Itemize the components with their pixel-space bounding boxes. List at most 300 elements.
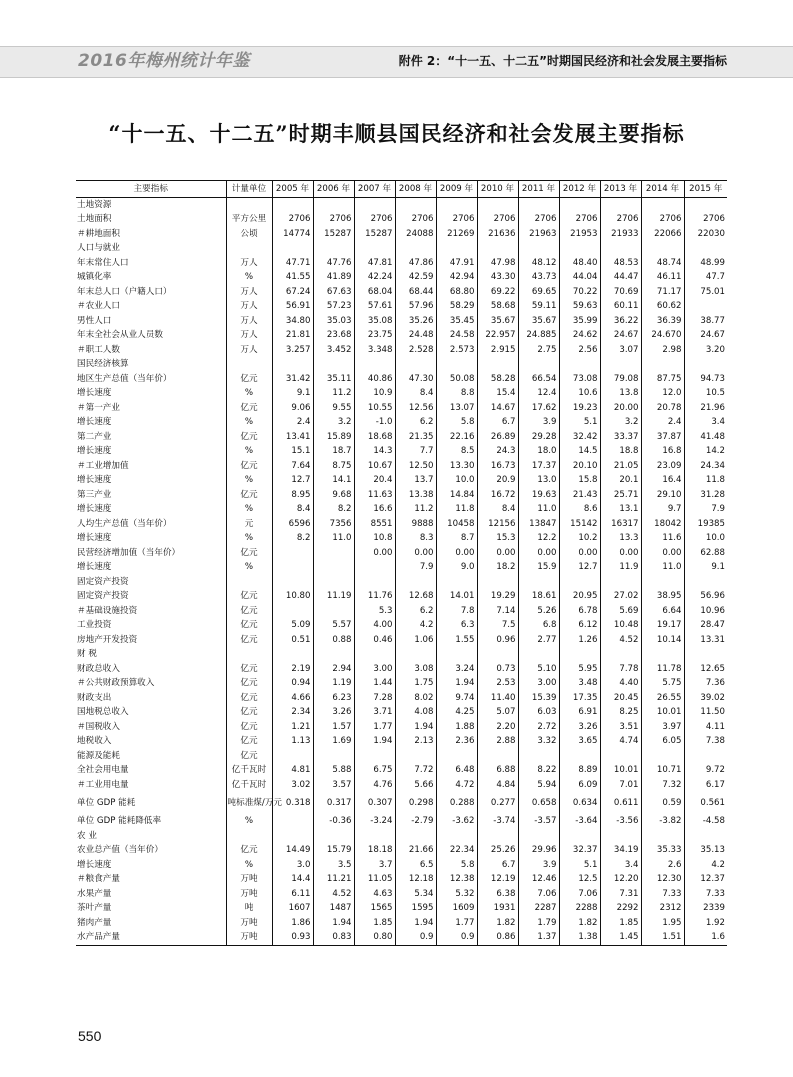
- value-cell: 6.7: [477, 858, 518, 873]
- value-cell: 4.52: [600, 633, 641, 648]
- value-cell: [518, 242, 559, 257]
- value-cell: [518, 749, 559, 764]
- table-row: [76, 931, 727, 946]
- value-cell: 10.2: [559, 532, 600, 547]
- value-cell: [354, 648, 395, 663]
- value-cell: 1.86: [272, 916, 313, 931]
- value-cell: 35.45: [436, 314, 477, 329]
- value-cell: 48.40: [559, 256, 600, 271]
- value-cell: 1.38: [559, 931, 600, 946]
- value-cell: [354, 561, 395, 576]
- value-cell: 47.86: [395, 256, 436, 271]
- value-cell: [559, 242, 600, 257]
- value-cell: 21933: [600, 227, 641, 242]
- value-cell: 21963: [518, 227, 559, 242]
- value-cell: 12.7: [559, 561, 600, 576]
- value-cell: 10.0: [684, 532, 727, 547]
- value-cell: 4.74: [600, 735, 641, 750]
- value-cell: 6596: [272, 517, 313, 532]
- value-cell: 1.57: [313, 720, 354, 735]
- table-row: [76, 416, 727, 431]
- value-cell: 3.32: [518, 735, 559, 750]
- unit-cell: 亿元: [226, 430, 272, 445]
- column-header-year: 2006 年: [313, 181, 354, 198]
- value-cell: 3.2: [600, 416, 641, 431]
- section-label: 财 税: [77, 649, 97, 660]
- value-cell: [272, 648, 313, 663]
- value-cell: 9888: [395, 517, 436, 532]
- value-cell: 3.26: [559, 720, 600, 735]
- unit-cell: [226, 575, 272, 590]
- value-cell: 2.915: [477, 343, 518, 358]
- table-row: [76, 633, 727, 648]
- value-cell: 18.7: [313, 445, 354, 460]
- unit-cell: 平方公里: [226, 213, 272, 228]
- value-cell: 2706: [436, 213, 477, 228]
- value-cell: 56.96: [684, 590, 727, 605]
- value-cell: 14.2: [684, 445, 727, 460]
- value-cell: 21.35: [395, 430, 436, 445]
- value-cell: 12.30: [641, 873, 684, 888]
- value-cell: -3.74: [477, 815, 518, 830]
- value-cell: 15.8: [559, 474, 600, 489]
- value-cell: [436, 198, 477, 213]
- value-cell: 6.23: [313, 691, 354, 706]
- column-header-year: 2009 年: [436, 181, 477, 198]
- section-label: 人口与就业: [77, 243, 120, 254]
- value-cell: 0.73: [477, 662, 518, 677]
- value-cell: 2.573: [436, 343, 477, 358]
- value-cell: 5.8: [436, 858, 477, 873]
- value-cell: 4.66: [272, 691, 313, 706]
- value-cell: 5.26: [518, 604, 559, 619]
- value-cell: 12.20: [600, 873, 641, 888]
- value-cell: 1.13: [272, 735, 313, 750]
- value-cell: -4.58: [684, 815, 727, 830]
- value-cell: 0.59: [641, 793, 684, 815]
- value-cell: -2.79: [395, 815, 436, 830]
- value-cell: 2.94: [313, 662, 354, 677]
- value-cell: [477, 749, 518, 764]
- value-cell: 58.29: [436, 300, 477, 315]
- unit-cell: %: [226, 532, 272, 547]
- section-label: 土地资源: [77, 199, 112, 210]
- value-cell: 9.7: [641, 503, 684, 518]
- value-cell: 0.634: [559, 793, 600, 815]
- value-cell: 3.51: [600, 720, 641, 735]
- value-cell: 11.0: [641, 561, 684, 576]
- value-cell: 18.61: [518, 590, 559, 605]
- value-cell: 9.0: [436, 561, 477, 576]
- unit-cell: 亿元: [226, 619, 272, 634]
- value-cell: 5.94: [518, 778, 559, 793]
- value-cell: [684, 198, 727, 213]
- value-cell: [272, 604, 313, 619]
- value-cell: 6.5: [395, 858, 436, 873]
- value-cell: 8.2: [313, 503, 354, 518]
- value-cell: 60.11: [600, 300, 641, 315]
- value-cell: 2706: [313, 213, 354, 228]
- value-cell: 10.67: [354, 459, 395, 474]
- value-cell: 3.348: [354, 343, 395, 358]
- value-cell: -3.57: [518, 815, 559, 830]
- unit-cell: 万吨: [226, 873, 272, 888]
- value-cell: [313, 198, 354, 213]
- value-cell: 24.58: [436, 329, 477, 344]
- value-cell: 1.94: [354, 735, 395, 750]
- value-cell: 8.3: [395, 532, 436, 547]
- value-cell: 5.66: [395, 778, 436, 793]
- value-cell: 8.5: [436, 445, 477, 460]
- value-cell: [313, 648, 354, 663]
- value-cell: 9.72: [684, 764, 727, 779]
- value-cell: 14.3: [354, 445, 395, 460]
- value-cell: 11.2: [313, 387, 354, 402]
- value-cell: 2.75: [518, 343, 559, 358]
- value-cell: 22.957: [477, 329, 518, 344]
- value-cell: 21.05: [600, 459, 641, 474]
- value-cell: 41.89: [313, 271, 354, 286]
- value-cell: 2.4: [641, 416, 684, 431]
- value-cell: [684, 648, 727, 663]
- value-cell: [313, 358, 354, 373]
- value-cell: [272, 358, 313, 373]
- value-cell: [684, 575, 727, 590]
- value-cell: 12.19: [477, 873, 518, 888]
- value-cell: 1.06: [395, 633, 436, 648]
- value-cell: [436, 829, 477, 844]
- table-row: [76, 488, 727, 503]
- indicator-label: ＃国税收入: [77, 721, 120, 732]
- value-cell: 16317: [600, 517, 641, 532]
- indicator-label: 增长速度: [77, 504, 112, 515]
- value-cell: 13.07: [436, 401, 477, 416]
- value-cell: 24.670: [641, 329, 684, 344]
- value-cell: 16.4: [641, 474, 684, 489]
- value-cell: 57.61: [354, 300, 395, 315]
- value-cell: 18.0: [518, 445, 559, 460]
- indicator-label: ＃第一产业: [77, 402, 120, 413]
- value-cell: 6.12: [559, 619, 600, 634]
- value-cell: 24.3: [477, 445, 518, 460]
- value-cell: 35.26: [395, 314, 436, 329]
- table-row: [76, 445, 727, 460]
- value-cell: 2.528: [395, 343, 436, 358]
- value-cell: 87.75: [641, 372, 684, 387]
- value-cell: 15.89: [313, 430, 354, 445]
- value-cell: 13847: [518, 517, 559, 532]
- value-cell: [436, 358, 477, 373]
- value-cell: 8.6: [559, 503, 600, 518]
- value-cell: 6.03: [518, 706, 559, 721]
- indicator-label: 全社会用电量: [77, 765, 129, 776]
- value-cell: 13.38: [395, 488, 436, 503]
- indicator-label: 年末常住人口: [77, 257, 129, 268]
- table-row: [76, 590, 727, 605]
- value-cell: 3.5: [313, 858, 354, 873]
- unit-cell: %: [226, 445, 272, 460]
- value-cell: 6.09: [559, 778, 600, 793]
- value-cell: 0.93: [272, 931, 313, 946]
- value-cell: 5.3: [354, 604, 395, 619]
- indicator-label: ＃耕地面积: [77, 228, 120, 239]
- value-cell: 15.9: [518, 561, 559, 576]
- table-row: [76, 677, 727, 692]
- value-cell: 6.91: [559, 706, 600, 721]
- value-cell: 18.2: [477, 561, 518, 576]
- value-cell: 3.24: [436, 662, 477, 677]
- value-cell: 40.86: [354, 372, 395, 387]
- value-cell: [684, 242, 727, 257]
- unit-cell: 元: [226, 517, 272, 532]
- value-cell: 59.11: [518, 300, 559, 315]
- value-cell: 47.98: [477, 256, 518, 271]
- value-cell: 2.36: [436, 735, 477, 750]
- value-cell: 7.36: [684, 677, 727, 692]
- value-cell: 12.0: [641, 387, 684, 402]
- value-cell: 62.88: [684, 546, 727, 561]
- value-cell: 71.17: [641, 285, 684, 300]
- value-cell: [477, 198, 518, 213]
- value-cell: 17.62: [518, 401, 559, 416]
- unit-cell: 亿元: [226, 749, 272, 764]
- value-cell: 1.75: [395, 677, 436, 692]
- value-cell: 10.14: [641, 633, 684, 648]
- value-cell: 19.17: [641, 619, 684, 634]
- value-cell: 9.1: [272, 387, 313, 402]
- unit-cell: [226, 198, 272, 213]
- value-cell: 6.2: [395, 416, 436, 431]
- value-cell: 7.28: [354, 691, 395, 706]
- indicator-label: 财政总收入: [77, 663, 120, 674]
- value-cell: 15.1: [272, 445, 313, 460]
- value-cell: 3.00: [518, 677, 559, 692]
- value-cell: [477, 242, 518, 257]
- value-cell: 3.57: [313, 778, 354, 793]
- value-cell: 11.8: [684, 474, 727, 489]
- value-cell: 7.31: [600, 887, 641, 902]
- unit-cell: 亿元: [226, 604, 272, 619]
- unit-cell: 亿元: [226, 372, 272, 387]
- value-cell: [436, 648, 477, 663]
- table-row: [76, 300, 727, 315]
- value-cell: 10458: [436, 517, 477, 532]
- value-cell: 10.9: [354, 387, 395, 402]
- unit-cell: %: [226, 474, 272, 489]
- value-cell: [272, 815, 313, 830]
- value-cell: [354, 358, 395, 373]
- value-cell: 32.42: [559, 430, 600, 445]
- value-cell: 14.4: [272, 873, 313, 888]
- unit-cell: %: [226, 561, 272, 576]
- indicator-label: 农业总产值（当年价）: [77, 845, 163, 856]
- section-row: [76, 648, 727, 663]
- unit-cell: 亿元: [226, 735, 272, 750]
- value-cell: [641, 749, 684, 764]
- value-cell: 15.79: [313, 844, 354, 859]
- value-cell: 7.9: [684, 503, 727, 518]
- table-row: [76, 387, 727, 402]
- value-cell: 35.08: [354, 314, 395, 329]
- indicator-label: 地税收入: [77, 736, 112, 747]
- value-cell: 1.19: [313, 677, 354, 692]
- value-cell: 10.5: [684, 387, 727, 402]
- unit-cell: 万人: [226, 343, 272, 358]
- value-cell: 11.40: [477, 691, 518, 706]
- value-cell: 13.31: [684, 633, 727, 648]
- value-cell: 8.8: [436, 387, 477, 402]
- value-cell: 38.77: [684, 314, 727, 329]
- unit-cell: 亿元: [226, 677, 272, 692]
- value-cell: 1.77: [354, 720, 395, 735]
- indicator-label: 固定资产投资: [77, 591, 129, 602]
- unit-cell: 亿元: [226, 706, 272, 721]
- value-cell: 48.53: [600, 256, 641, 271]
- value-cell: 13.41: [272, 430, 313, 445]
- value-cell: [684, 300, 727, 315]
- value-cell: 5.07: [477, 706, 518, 721]
- value-cell: 10.01: [641, 706, 684, 721]
- value-cell: 11.6: [641, 532, 684, 547]
- value-cell: 11.19: [313, 590, 354, 605]
- value-cell: 2706: [684, 213, 727, 228]
- unit-cell: 万吨: [226, 931, 272, 946]
- value-cell: [600, 829, 641, 844]
- value-cell: 6.8: [518, 619, 559, 634]
- table-row: [76, 778, 727, 793]
- value-cell: 16.6: [354, 503, 395, 518]
- value-cell: 9.68: [313, 488, 354, 503]
- value-cell: 20.10: [559, 459, 600, 474]
- value-cell: 11.0: [518, 503, 559, 518]
- value-cell: 2.88: [477, 735, 518, 750]
- value-cell: [272, 546, 313, 561]
- value-cell: 4.40: [600, 677, 641, 692]
- value-cell: 13.1: [600, 503, 641, 518]
- value-cell: 21.96: [684, 401, 727, 416]
- table-row: [76, 474, 727, 489]
- value-cell: 75.01: [684, 285, 727, 300]
- value-cell: 14.84: [436, 488, 477, 503]
- value-cell: 4.52: [313, 887, 354, 902]
- section-label: 国民经济核算: [77, 359, 129, 370]
- value-cell: 8.22: [518, 764, 559, 779]
- value-cell: [600, 358, 641, 373]
- value-cell: 19.63: [518, 488, 559, 503]
- table-row: [76, 844, 727, 859]
- section-row: [76, 829, 727, 844]
- indicator-label: ＃粮食产量: [77, 874, 120, 885]
- value-cell: 10.55: [354, 401, 395, 416]
- value-cell: 11.78: [641, 662, 684, 677]
- table-row: [76, 372, 727, 387]
- value-cell: 43.73: [518, 271, 559, 286]
- value-cell: [272, 575, 313, 590]
- indicator-label: 水产品产量: [76, 931, 226, 946]
- value-cell: 22.16: [436, 430, 477, 445]
- value-cell: 10.71: [641, 764, 684, 779]
- column-header-year: 2007 年: [354, 181, 395, 198]
- value-cell: 4.72: [436, 778, 477, 793]
- table-row: [76, 430, 727, 445]
- unit-cell: 亿元: [226, 488, 272, 503]
- value-cell: 20.00: [600, 401, 641, 416]
- value-cell: 6.11: [272, 887, 313, 902]
- value-cell: 1.85: [600, 916, 641, 931]
- indicator-table: [76, 180, 727, 946]
- value-cell: 11.63: [354, 488, 395, 503]
- value-cell: 24.67: [684, 329, 727, 344]
- value-cell: 13.30: [436, 459, 477, 474]
- value-cell: 4.76: [354, 778, 395, 793]
- value-cell: [272, 829, 313, 844]
- value-cell: 14.49: [272, 844, 313, 859]
- table-row: [76, 873, 727, 888]
- value-cell: [395, 648, 436, 663]
- value-cell: [600, 242, 641, 257]
- value-cell: 22.34: [436, 844, 477, 859]
- value-cell: 68.04: [354, 285, 395, 300]
- table-row: [76, 902, 727, 917]
- indicator-label: 单位 GDP 能耗: [77, 798, 136, 809]
- value-cell: 1.94: [395, 916, 436, 931]
- indicator-label: 水果产量: [77, 888, 112, 899]
- value-cell: [641, 648, 684, 663]
- value-cell: -3.56: [600, 815, 641, 830]
- value-cell: [313, 575, 354, 590]
- value-cell: 2.6: [641, 858, 684, 873]
- header-row: [76, 181, 727, 198]
- value-cell: 1.82: [477, 916, 518, 931]
- value-cell: [354, 198, 395, 213]
- column-header-year: 2008 年: [395, 181, 436, 198]
- value-cell: 5.69: [600, 604, 641, 619]
- value-cell: 0.80: [354, 931, 395, 946]
- value-cell: 0.00: [600, 546, 641, 561]
- indicator-label: ＃公共财政预算收入: [77, 678, 155, 689]
- value-cell: 3.48: [559, 677, 600, 692]
- indicator-label: 茶叶产量: [77, 903, 112, 914]
- value-cell: 5.10: [518, 662, 559, 677]
- table-row: [76, 735, 727, 750]
- value-cell: 3.65: [559, 735, 600, 750]
- value-cell: 21.81: [272, 329, 313, 344]
- value-cell: 35.13: [684, 844, 727, 859]
- value-cell: 3.452: [313, 343, 354, 358]
- table-row: [76, 662, 727, 677]
- value-cell: 2.98: [641, 343, 684, 358]
- unit-cell: %: [226, 416, 272, 431]
- value-cell: 6.3: [436, 619, 477, 634]
- value-cell: [313, 829, 354, 844]
- value-cell: 69.22: [477, 285, 518, 300]
- value-cell: 2.72: [518, 720, 559, 735]
- value-cell: [313, 604, 354, 619]
- value-cell: 3.08: [395, 662, 436, 677]
- indicator-label: 人均生产总值（当年价）: [77, 518, 172, 529]
- value-cell: [477, 575, 518, 590]
- value-cell: 2706: [354, 213, 395, 228]
- table-row: [76, 503, 727, 518]
- value-cell: 1.95: [641, 916, 684, 931]
- table-row: [76, 227, 727, 242]
- value-cell: 1609: [436, 902, 477, 917]
- value-cell: 24088: [395, 227, 436, 242]
- value-cell: 8.95: [272, 488, 313, 503]
- value-cell: [518, 358, 559, 373]
- indicator-label: 工业投资: [77, 620, 112, 631]
- value-cell: 0.317: [313, 793, 354, 815]
